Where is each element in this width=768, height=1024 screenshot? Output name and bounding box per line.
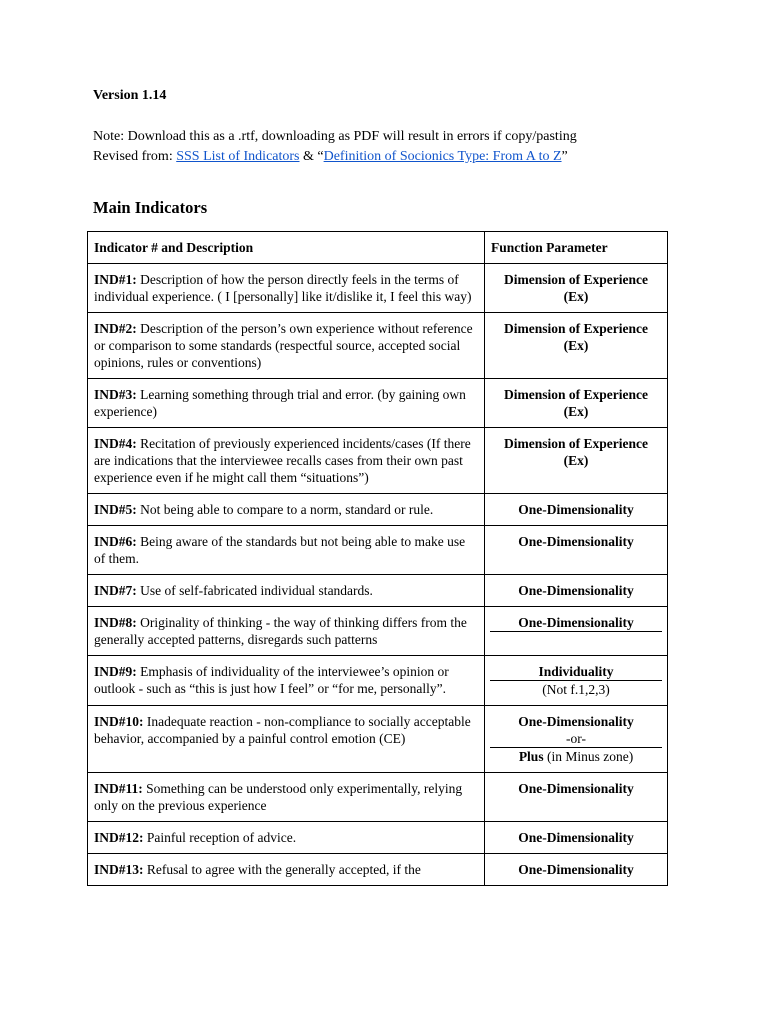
table-header-row [88, 232, 668, 264]
param-primary: Individuality [490, 663, 662, 681]
note-block [93, 127, 673, 167]
indicator-label: IND#9: [94, 664, 137, 679]
indicator-label: IND#2: [94, 321, 137, 336]
version-label: Version 1.14 [93, 88, 167, 103]
row-description [88, 264, 485, 313]
table-row [88, 575, 668, 607]
page-bottom-margin [0, 922, 768, 1024]
table-row [88, 706, 668, 773]
header-indicator: Indicator # and Description [88, 232, 485, 264]
row-description [88, 379, 485, 428]
indicator-label: IND#3: [94, 387, 137, 402]
row-description [88, 656, 485, 706]
param-plus-note: (in Minus zone) [543, 749, 634, 764]
indicator-label: IND#6: [94, 534, 137, 549]
close-quote: ” [561, 149, 568, 164]
row-parameter: Dimension of Experience (Ex) [485, 379, 668, 428]
note-line: Note: Download this as a .rtf, downloading as PDF will result in errors if copy/pasting [93, 129, 577, 144]
row-description [88, 526, 485, 575]
indicator-label: IND#13: [94, 862, 144, 877]
indicator-text: Recitation of previously experienced incidents/cases (If there are indications that the interviewee recalls cases from their own past experience even if he might call them “situations”) [94, 436, 471, 485]
table-row [88, 494, 668, 526]
indicator-text: Something can be understood only experimentally, relying only on the previous experience [94, 781, 463, 813]
indicator-text: Description of the person’s own experience without reference or comparison to some standards (respectful source, accepted social opinions, rules or conventions) [94, 321, 473, 370]
table-row [88, 428, 668, 494]
indicator-text: Being aware of the standards but not being able to make use of them. [94, 534, 466, 566]
row-description [88, 313, 485, 379]
indicator-label: IND#5: [94, 502, 137, 517]
document-page [93, 87, 673, 225]
table-row [88, 313, 668, 379]
indicator-text: Learning something through trial and error. (by gaining own experience) [94, 387, 466, 419]
indicator-label: IND#8: [94, 615, 137, 630]
row-parameter [485, 656, 668, 706]
indicator-text: Originality of thinking - the way of thinking differs from the generally accepted patterns, disregards such patterns [94, 615, 467, 647]
indicator-label: IND#7: [94, 583, 137, 598]
param-plus: Plus [518, 749, 544, 764]
row-parameter: Dimension of Experience (Ex) [485, 313, 668, 379]
table-row [88, 854, 668, 886]
indicators-table [87, 231, 668, 886]
param-alternative [491, 748, 661, 765]
param-note: (Not f.1,2,3) [542, 682, 610, 697]
indicator-label: IND#12: [94, 830, 144, 845]
indicator-text: Emphasis of individuality of the interviewee’s opinion or outlook - such as “this is just how I feel” or “for me, personally”. [94, 664, 449, 696]
table-row [88, 773, 668, 822]
indicator-label: IND#11: [94, 781, 143, 796]
row-parameter: One-Dimensionality [485, 822, 668, 854]
row-description [88, 822, 485, 854]
row-description [88, 494, 485, 526]
table-row [88, 656, 668, 706]
indicator-text: Painful reception of advice. [143, 830, 297, 845]
table-row [88, 607, 668, 656]
table-row [88, 264, 668, 313]
indicator-text: Description of how the person directly feels in the terms of individual experience. ( I [personally] like it/dislike it, I feel this way) [94, 272, 472, 304]
row-parameter: One-Dimensionality [485, 773, 668, 822]
table-row [88, 526, 668, 575]
indicator-text: Refusal to agree with the generally accepted, if the [143, 862, 421, 877]
section-heading: Main Indicators [93, 198, 208, 217]
row-parameter: One-Dimensionality [485, 526, 668, 575]
indicator-label: IND#10: [94, 714, 144, 729]
row-parameter: Dimension of Experience (Ex) [485, 264, 668, 313]
row-description [88, 428, 485, 494]
indicator-label: IND#1: [94, 272, 137, 287]
row-parameter [485, 706, 668, 773]
revised-line [93, 147, 673, 167]
revised-prefix: Revised from: [93, 149, 177, 164]
table-row [88, 379, 668, 428]
row-parameter: One-Dimensionality [485, 575, 668, 607]
indicator-text: Inadequate reaction - non-compliance to socially acceptable behavior, accompanied by a painful control emotion (CE) [94, 714, 471, 746]
indicator-text: Not being able to compare to a norm, standard or rule. [136, 502, 434, 517]
indicator-text: Use of self-fabricated individual standards. [136, 583, 373, 598]
row-description [88, 607, 485, 656]
row-parameter: One-Dimensionality [485, 854, 668, 886]
param-primary: One-Dimensionality [490, 614, 662, 632]
row-parameter [485, 607, 668, 656]
amp-text: & “ [299, 149, 324, 164]
table-row [88, 822, 668, 854]
definition-link[interactable]: Definition of Socionics Type: From A to Z [323, 149, 562, 164]
row-description [88, 575, 485, 607]
row-parameter: One-Dimensionality [485, 494, 668, 526]
header-function-parameter: Function Parameter [485, 232, 668, 264]
row-description [88, 706, 485, 773]
row-description [88, 773, 485, 822]
param-primary: One-Dimensionality [518, 714, 634, 729]
indicator-label: IND#4: [94, 436, 137, 451]
sss-list-link[interactable]: SSS List of Indicators [176, 149, 300, 164]
row-description [88, 854, 485, 886]
param-or: -or- [490, 730, 662, 748]
row-parameter: Dimension of Experience (Ex) [485, 428, 668, 494]
